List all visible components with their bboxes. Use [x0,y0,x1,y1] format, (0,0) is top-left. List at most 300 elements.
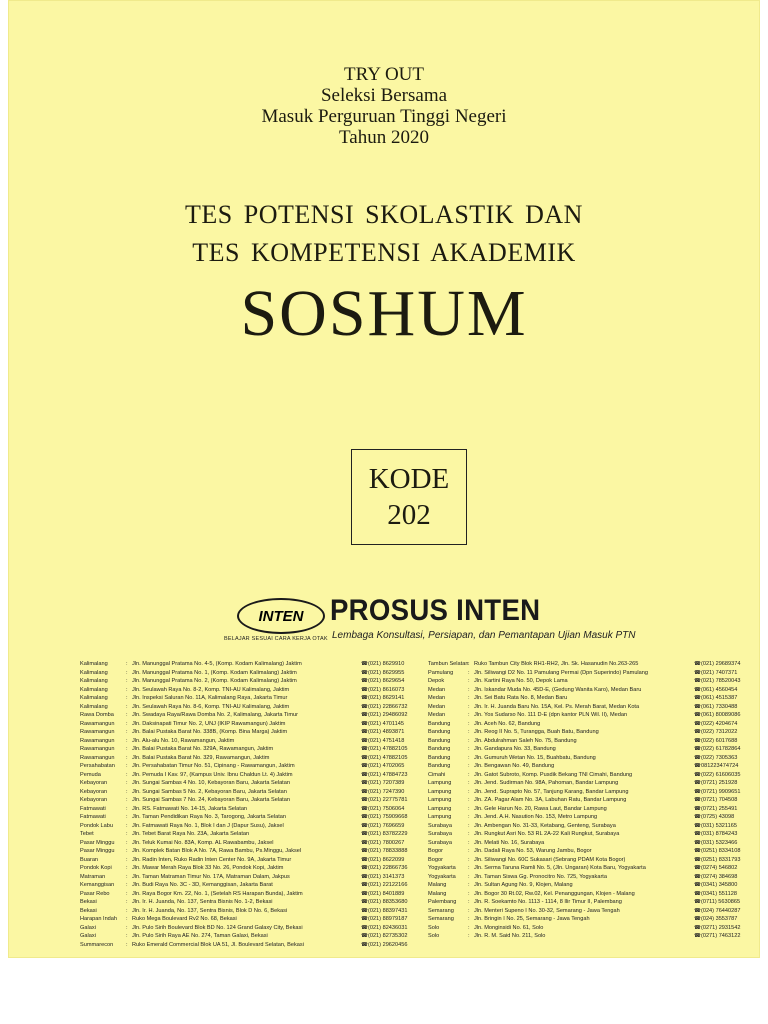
address-row [80,813,425,822]
address-row [80,686,425,695]
separator: : [468,788,470,795]
branch-name: Malang [428,882,447,888]
branch-name: Yogyakarta [428,873,456,880]
branch-name: Kebayoran [80,797,108,803]
branch-address: Jln. Alu-alu No. 10, Rawamangun, Jaktim [132,737,235,744]
address-row [80,788,425,797]
branch-name: Matraman [80,873,106,880]
separator: : [468,916,470,922]
branch-address: Ruko Tambun City Blok RH1-RH2, Jln. Sk. Hasanudin No.263-265 [474,661,639,667]
branch-address: Jln. Taman Siswa Gg. Pronocitro No. 725, Yogyakarta [474,873,607,880]
branch-phone: ☎(0274) 384698 [694,873,738,880]
branch-address: Jln. Rungkut Asri No. 53 RL 2A-22 Kali Rungkut, Surabaya [474,831,620,837]
branch-phone: ☎081223474724 [694,763,739,769]
branch-address: Jln. Melati No. 16, Surabaya [474,839,545,846]
branch-phone: ☎(021) 75909668 [361,814,408,820]
branch-name: Kemanggisan [80,882,115,888]
branch-address: Jln. Yos Sudarso No. 111 D-E (dpn kantor PLN Wil. II), Medan [474,712,628,718]
address-row [80,728,425,737]
separator: : [126,822,128,829]
branch-phone: ☎(021) 47884723 [361,771,408,778]
separator: : [126,890,128,897]
branch-address: Jln. Gumuruh Wetan No. 15, Buahbatu, Bandung [474,754,596,761]
branch-name: Medan [428,712,446,718]
branch-name: Bandung [428,729,451,735]
address-row [428,924,758,933]
address-row [428,890,758,899]
address-row [80,898,425,907]
branch-name: Solo [428,924,440,931]
address-row [428,703,758,712]
branch-address: Jln. Sungai Sambas 7 No. 24, Kebayoran Baru, Jakarta Selatan [132,797,290,803]
branch-name: Rawamangun [80,746,115,752]
separator: : [468,822,470,829]
branch-name: Bogor [428,856,443,863]
branch-phone: ☎(0721) 251928 [694,780,738,786]
separator: : [126,839,128,846]
address-row [80,839,425,848]
branch-address: Jln. Sei Batu Rata No. 8, Medan Baru [474,695,568,701]
branch-phone: ☎(0274) 546802 [694,865,738,871]
branch-name: Cimahi [428,771,446,778]
separator: : [126,899,128,905]
branch-phone: ☎(022) 4204674 [694,720,738,727]
branch-phone: ☎(021) 88353680 [361,899,408,905]
address-row [428,762,758,771]
separator: : [468,907,470,914]
address-row [80,677,425,686]
address-row [80,822,425,831]
branch-address: Jln. Gele Harun No. 20, Rawa Laut, Bandar Lampung [474,805,607,812]
address-row [80,711,425,720]
branch-phone: ☎(021) 7506064 [361,805,405,812]
separator: : [126,916,128,922]
branch-phone: ☎(0711) 5630865 [694,899,741,905]
branch-name: Rawa Domba [80,712,114,718]
branch-address: Jln. Balai Pustaka Barat No. 329A, Rawamangun, Jaktim [132,746,274,752]
address-row [80,694,425,703]
separator: : [126,907,128,914]
branch-name: Lampung [428,805,452,812]
branch-address: Ruko Mega Boulevard Rv2 No. 68, Bekasi [132,916,237,922]
separator: : [468,873,470,880]
separator: : [126,771,128,778]
address-row [428,745,758,754]
branch-name: Surabaya [428,831,452,837]
branch-address: Jln. Iskandar Muda No. 45D-E, (Gedung Wanita Karo), Medan Baru [474,686,642,693]
separator: : [126,788,128,795]
address-row [80,754,425,763]
branch-phone: ☎(0341) 551128 [694,890,737,897]
branch-name: Malang [428,890,447,897]
branch-address: Jln. Mawar Merah Raya Blok 33 No. 26, Pondok Kopi, Jaktim [132,865,284,871]
branch-phone: ☎(024) 3553787 [694,916,738,922]
separator: : [126,805,128,812]
branch-phone: ☎(021) 8401889 [361,890,405,897]
address-row [428,864,758,873]
address-row [80,864,425,873]
branch-phone: ☎(0271) 2931542 [694,924,741,931]
branch-address: Jln. Fatmawati Raya No. 1, Blok I dan J (Dapur Susu), Jaksel [132,822,284,829]
address-row [428,822,758,831]
branch-phone: ☎(0721) 255491 [694,805,738,812]
branch-address: Jln. Sungai Sambas 5 No. 2, Kebayoran Baru, Jakarta Selatan [132,788,287,795]
branch-phone: ☎(021) 4893871 [361,729,405,735]
separator: : [126,669,128,676]
branch-phone: ☎(021) 8616073 [361,686,405,693]
branch-phone: ☎(022) 7312022 [694,729,738,735]
branch-name: Semarang [428,907,454,914]
address-list-left [80,660,425,949]
separator: : [468,839,470,846]
branch-phone: ☎(022) 7305363 [694,754,738,761]
separator: : [126,831,128,837]
branch-name: Depok [428,678,445,684]
cover-sheet [8,0,760,958]
separator: : [468,712,470,718]
address-row [428,847,758,856]
branch-name: Lampung [428,780,452,786]
test-title [8,196,760,272]
branch-name: Pasar Minggu [80,848,115,854]
subject-title: SOSHUM [240,277,528,350]
branch-phone: ☎(021) 29689374 [694,661,741,667]
branch-address: Jln. Seulawah Raya No. 8-6, Komp. TNI-AU Kalimalang, Jaktim [132,703,290,710]
branch-address: Jln. Serma Taruna Ramli No. 5, (Jln. Ungaran) Kota Baru, Yogyakarta [474,865,646,871]
address-row [80,907,425,916]
address-row [80,941,425,950]
separator: : [468,678,470,684]
separator: : [468,865,470,871]
branch-address: Jln. Tebet Barat Raya No. 23A, Jakarta Selatan [132,831,250,837]
branch-phone: ☎(061) 80089086 [694,712,741,718]
branch-name: Kalimalang [80,661,108,667]
address-row [428,813,758,822]
branch-phone: ☎(021) 83782229 [361,831,408,837]
branch-address: Jln. Pulo Sirih Boulevard Blok BD No. 124 Grand Galaxy City, Bekasi [132,924,303,931]
branch-address: Jln. Sungai Sambas 4 No. 10, Kebayoran Baru, Jakarta Selatan [132,780,290,786]
separator: : [468,933,470,939]
separator: : [468,814,470,820]
branch-name: Rawamangun [80,737,115,744]
separator: : [126,848,128,854]
branch-phone: ☎(0725) 43098 [694,814,735,820]
branch-address: Jln. Aceh No. 62, Bandung [474,720,541,727]
address-row [80,779,425,788]
branch-phone: ☎(022) 61782864 [694,746,741,752]
branch-address: Jln. Bogor 30 Rt.02, Rw.02, Kel. Penanggungan, Klojen - Malang [474,890,635,897]
branch-address: Jln. Manunggal Pratama No. 4-5, (Komp. Kodam Kalimalang) Jaktim [132,661,302,667]
branch-phone: ☎(0721) 704508 [694,797,738,803]
branch-phone: ☎(0271) 7463122 [694,933,741,939]
event-line-4: Tahun 2020 [339,127,429,148]
branch-name: Medan [428,703,446,710]
branch-phone: ☎(024) 76440287 [694,907,741,914]
address-row [80,771,425,780]
address-row [80,890,425,899]
separator: : [126,933,128,939]
separator: : [468,848,470,854]
address-row [428,839,758,848]
address-row [80,830,425,839]
separator: : [126,882,128,888]
separator: : [126,678,128,684]
branch-phone: ☎(031) 8784243 [694,831,738,837]
branch-phone: ☎(021) 4702065 [361,763,405,769]
branch-name: Surabaya [428,839,452,846]
branch-name: Persahabatan [80,763,115,769]
address-row [80,881,425,890]
branch-name: Galaxi [80,924,96,931]
branch-phone: ☎(021) 8629955 [361,669,405,676]
branch-name: Medan [428,686,446,693]
branch-address: Jln. Daksinapati Timur No. 2, UNJ (IKIP Rawamangun) Jaktim [132,720,286,727]
separator: : [126,780,128,786]
branch-name: Bandung [428,754,451,761]
address-row [428,720,758,729]
branch-phone: ☎(021) 4751418 [361,737,405,744]
branch-address: Jln. Seulawah Raya No. 8-2, Komp. TNI-AU Kalimalang, Jaktim [132,686,290,693]
branch-name: Tebet [80,831,94,837]
branch-name: Bekasi [80,907,97,914]
separator: : [126,729,128,735]
branch-address: Jln. Menteri Supeno I No. 30-32, Semarang - Jawa Tengah [474,907,620,914]
branch-phone: ☎(021) 82436031 [361,924,408,931]
branch-address: Jln. Swadaya Raya/Rawa Domba No. 2, Kalimalang, Jakarta Timur [132,712,299,718]
address-row [428,932,758,941]
separator: : [126,720,128,727]
branch-address: Jln. ZA. Pagar Alam No. 3A, Labuhan Ratu, Bandar Lampung [474,797,627,803]
address-row [428,788,758,797]
address-row [80,703,425,712]
branch-phone: ☎(021) 7696659 [361,822,405,829]
branch-address: Jln. Siliwangi No. 60C Sukasari (Sebrang PDAM Kota Bogor) [474,856,626,863]
address-row [80,796,425,805]
branch-name: Lampung [428,814,452,820]
branch-phone: ☎(021) 3141373 [361,873,405,880]
branch-address: Jln. Abdulrahman Saleh No. 75, Bandung [474,737,577,744]
separator: : [468,720,470,727]
branch-name: Solo [428,933,440,939]
kode-box [351,449,467,545]
branch-name: Rawamangun [80,729,115,735]
separator: : [468,669,470,676]
address-row [428,728,758,737]
branch-name: Medan [428,695,446,701]
branch-phone: ☎(021) 47882105 [361,754,408,761]
branch-address: Jln. Radin Inten, Ruko Radin Inten Center No. 9A, Jakarta Timur [132,856,292,863]
address-row [428,915,758,924]
address-row [428,694,758,703]
branch-phone: ☎(021) 8622099 [361,856,405,863]
branch-phone: ☎(021) 22866732 [361,703,408,710]
branch-address: Jln. Manunggal Pratama No. 2, (Komp. Kodam Kalimalang) Jaktim [132,678,297,684]
branch-address: Jln. Ir. H. Juanda Baru No. 15A, Kel. Ps. Merah Barat, Medan Kota [474,703,640,710]
address-row [428,805,758,814]
separator: : [126,941,128,948]
branch-address: Jln. Gatot Subroto, Komp. Pusdik Bekang TNI Cimahi, Bandung [474,771,633,778]
branch-phone: ☎(021) 78520043 [694,678,741,684]
separator: : [468,831,470,837]
branch-name: Rawamangun [80,754,115,761]
separator: : [468,780,470,786]
logo-tagline: BELAJAR SESUAI CARA KERJA OTAK [224,636,328,642]
address-row [428,907,758,916]
branch-name: Bandung [428,746,451,752]
branch-address: Jln. Komplek Batan Blok A No. 7A, Rawa Bambu, Ps.Minggu, Jaksel [132,848,302,854]
branch-name: Kalimalang [80,686,108,693]
branch-phone: ☎(021) 8629654 [361,678,405,684]
branch-phone: ☎(061) 4515387 [694,695,738,701]
branch-address: Jln. Taman Pendidikan Raya No. 3, Tarogong, Jakarta Selatan [132,814,287,820]
branch-name: Buaran [80,856,99,863]
branch-name: Pamulang [428,669,454,676]
address-row [428,771,758,780]
separator: : [468,686,470,693]
branch-address: Jln. Pemuda I Kav. 97, (Kampus Univ. Ibnu Chaldun Lt. 4) Jaktim [132,771,293,778]
branch-address: Jln. Bringin I No. 25, Semarang - Jawa Tengah [474,916,590,922]
address-row [80,660,425,669]
branch-phone: ☎(021) 82735302 [361,933,408,939]
branch-address: Jln. Persahabatan Timur No. 51, Cipinang - Rawamangun, Jaktim [132,763,295,769]
address-row [428,779,758,788]
branch-name: Pasar Rebo [80,890,110,897]
branch-name: Fatmawati [80,814,106,820]
separator: : [468,771,470,778]
branch-phone: ☎(021) 4701145 [361,720,404,727]
branch-address: Jln. Balai Pustaka Barat No. 338B, (Komp. Bina Marga) Jaktim [132,729,288,735]
branch-address: Jln. Reog II No. 5, Turangga, Buah Batu, Bandung [474,729,599,735]
branch-phone: ☎(021) 7800267 [361,839,405,846]
separator: : [468,737,470,744]
event-line-1: TRY OUT [343,64,425,85]
branch-address: Jln. R. M. Said No. 211, Solo [474,933,546,939]
separator: : [126,695,128,701]
event-line-3: Masuk Perguruan Tinggi Negeri [261,106,507,127]
branch-address: Jln. Jend. A.H. Nasution No. 153, Metro Lampung [474,814,598,820]
branch-name: Yogyakarta [428,865,456,871]
branch-name: Pemuda [80,771,101,778]
branch-name: Galaxi [80,933,96,939]
address-row [80,745,425,754]
address-row [428,830,758,839]
branch-phone: ☎(0251) 8334108 [694,848,741,854]
branch-phone: ☎(021) 22866736 [361,865,408,871]
branch-phone: ☎(021) 8629910 [361,661,405,667]
branch-name: Bandung [428,737,451,744]
address-row [80,847,425,856]
address-row [80,915,425,924]
branch-name: Bandung [428,720,451,727]
separator: : [126,712,128,718]
address-row [428,898,758,907]
separator: : [468,882,470,888]
branch-address: Jln. Kartini Raya No. 50, Depok Lama [474,678,568,684]
branch-phone: ☎(031) 5321165 [694,822,737,829]
branch-name: Fatmawati [80,805,106,812]
address-row [428,677,758,686]
branch-phone: ☎(021) 7407371 [694,669,738,676]
address-row [428,711,758,720]
address-row [428,856,758,865]
branch-address: Jln. Budi Raya No. 3C - 3D, Kemanggisan, Jakarta Barat [132,882,273,888]
separator: : [468,856,470,863]
branch-address: Jln. RS. Fatmawati No. 14-15, Jakarta Selatan [132,805,248,812]
separator: : [468,729,470,735]
branch-name: Bandung [428,763,451,769]
branch-address: Jln. Jend. Suprapto No. 57, Tanjung Karang, Bandar Lampung [474,788,629,795]
separator: : [126,703,128,710]
kode-label: KODE [368,463,450,495]
branch-phone: ☎(022) 61606035 [694,771,741,778]
address-row [80,932,425,941]
branch-name: Lampung [428,788,452,795]
address-row [80,737,425,746]
branch-name: Palembang [428,899,457,905]
kode-number: 202 [387,499,431,531]
separator: : [468,899,470,905]
branch-phone: ☎(021) 7207389 [361,780,405,786]
branch-address: Jln. Raya Bogor Km. 22, No. 1, (Setelah RS Harapan Bunda), Jaktim [132,890,303,897]
branch-address: Jln. Manunggal Pratama No. 1, (Komp. Kodam Kalimalang) Jaktim [132,669,297,676]
branch-address: Jln. Monginsidi No. 61, Solo [474,924,544,931]
separator: : [126,661,128,667]
branch-phone: ☎(061) 7330488 [694,703,738,710]
separator: : [468,924,470,931]
branch-name: Semarang [428,916,454,922]
separator: : [468,805,470,812]
branch-address: Ruko Emerald Commercial Blok UA 51, Jl. Boulevard Selatan, Bekasi [132,941,304,948]
inten-logo [237,598,325,634]
branch-address: Jln. Sultan Agung No. 9, Klojen, Malang [474,882,573,888]
separator: : [468,703,470,710]
branch-phone: ☎(021) 7247390 [361,788,405,795]
separator: : [126,856,128,863]
branch-name: Tambun Selatan [428,661,469,667]
brand-name: PROSUS INTEN [330,594,541,627]
separator: : [126,873,128,880]
branch-address: Jln. Teluk Kumai No. 83A, Komp. AL Rawabambu, Jaksel [132,839,274,846]
branch-name: Kalimalang [80,703,108,710]
branch-address: Jln. Taman Matraman Timur No. 17A, Matraman Dalam, Jakpus [132,873,290,880]
branch-phone: ☎(0251) 8331793 [694,856,741,863]
inten-logo-text: INTEN [258,607,304,625]
separator: : [126,797,128,803]
test-title-line-1: TES POTENSI SKOLASTIK DAN [185,200,583,229]
branch-phone: ☎(0341) 345800 [694,882,738,888]
separator: : [468,754,470,761]
address-row [80,924,425,933]
address-row [80,720,425,729]
branch-name: Lampung [428,797,452,803]
branch-name: Surabaya [428,822,452,829]
address-row [428,686,758,695]
branch-phone: ☎(021) 47882105 [361,746,408,752]
event-header [8,64,760,148]
separator: : [468,746,470,752]
branch-address: Jln. Bengawan No. 49, Bandung [474,763,555,769]
branch-phone: ☎(021) 78833888 [361,848,408,854]
branch-name: Pasar Minggu [80,839,115,846]
branch-phone: ☎(022) 6017688 [694,737,738,744]
address-row [428,796,758,805]
branch-name: Pondok Kopi [80,865,112,871]
address-row [428,873,758,882]
branch-address: Jln. Siliwangi D2 No. 11 Pamulang Permai (Dpn Superindo) Pamulang [474,669,649,676]
address-row [80,669,425,678]
separator: : [126,763,128,769]
branch-name: Rawamangun [80,720,115,727]
